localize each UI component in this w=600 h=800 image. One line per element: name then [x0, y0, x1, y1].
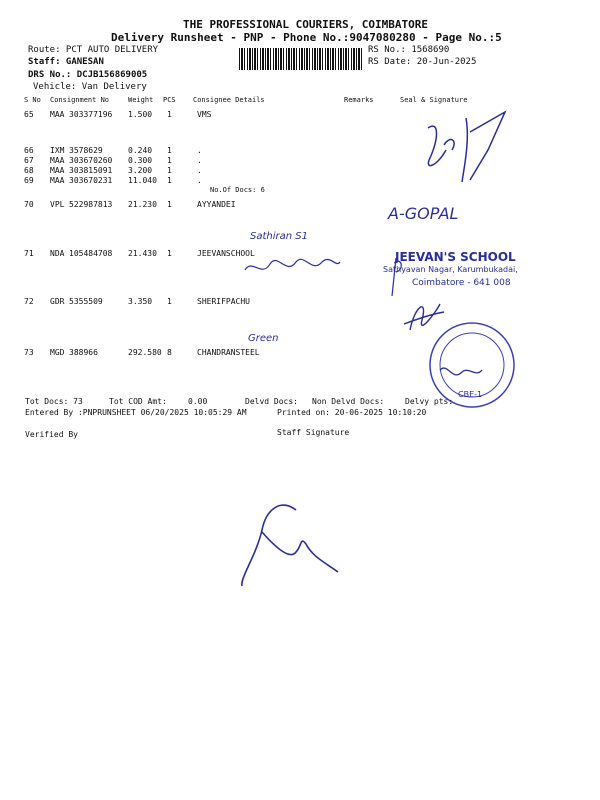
row-weight: 1.500: [128, 110, 153, 119]
row-consignment: 105484708: [69, 249, 113, 258]
row-pcs: 1: [167, 146, 172, 155]
row-prefix: IXM: [50, 146, 65, 155]
row-consignment: 303670231: [69, 176, 113, 185]
row-weight: 21.230: [128, 200, 157, 209]
row-weight: 0.240: [128, 146, 153, 155]
row-weight: 21.430: [128, 249, 157, 258]
row-weight: 0.300: [128, 156, 153, 165]
non-delivered-docs: Non Delvd Docs:: [312, 397, 385, 406]
row-weight: 3.200: [128, 166, 153, 175]
signature-row65: [428, 112, 505, 182]
stamp-school-name: JEEVAN'S SCHOOL: [395, 250, 516, 264]
row-consignee: .: [197, 166, 202, 175]
row-weight: 3.350: [128, 297, 153, 306]
row-prefix: MAA: [50, 156, 65, 165]
col-weight: Weight: [128, 96, 154, 104]
row-prefix: MAA: [50, 166, 65, 175]
group-doc-count: No.Of Docs: 6: [210, 186, 265, 194]
row-consignment: 3578629: [69, 146, 103, 155]
delivered-docs: Delvd Docs:: [245, 397, 298, 406]
row-sno: 65: [24, 110, 34, 119]
vehicle: Vehicle: Van Delivery: [33, 82, 147, 92]
row-prefix: MAA: [50, 176, 65, 185]
entered-by: Entered By :PNPRUNSHEET 06/20/2025 10:05:29 AM: [25, 408, 247, 417]
handwritten-remark-gopal: A-GOPAL: [388, 204, 459, 223]
row-prefix: NDA: [50, 249, 65, 258]
signature-verified: [242, 505, 338, 586]
row-consignee: SHERIFPACHU: [197, 297, 250, 306]
drs-no: DRS No.: DCJB156869005: [28, 70, 148, 80]
total-cod-label: Tot COD Amt:: [109, 397, 167, 406]
row-consignee: VMS: [197, 110, 212, 119]
col-sno: S No: [24, 96, 41, 104]
row-weight: 292.580: [128, 348, 162, 357]
runsheet-title: Delivery Runsheet - PNP - Phone No.:9047080280 - Page No.:5: [111, 31, 502, 44]
round-stamp-text: CBE-1: [458, 390, 483, 399]
row-prefix: VPL: [50, 200, 65, 209]
row-prefix: MGD: [50, 348, 65, 357]
row-prefix: GDR: [50, 297, 65, 306]
row-consignment: 303377196: [69, 110, 113, 119]
col-seal: Seal & Signature: [400, 96, 468, 104]
staff: Staff: GANESAN: [28, 57, 104, 67]
row-pcs: 1: [167, 156, 172, 165]
row-sno: 68: [24, 166, 34, 175]
total-docs: Tot Docs: 73: [25, 397, 83, 406]
row-pcs: 1: [167, 297, 172, 306]
row-sno: 67: [24, 156, 34, 165]
row-consignee: AYYANDEI: [197, 200, 236, 209]
row-sno: 72: [24, 297, 34, 306]
row-pcs: 1: [167, 200, 172, 209]
company-name: THE PROFESSIONAL COURIERS, COIMBATORE: [183, 18, 429, 31]
row-consignment: 522987813: [69, 200, 113, 209]
delivery-points: Delvy pts:: [405, 397, 454, 406]
signature-row72: [404, 304, 444, 330]
signature-row71: [245, 259, 340, 270]
row-consignee: .: [197, 176, 202, 185]
row-consignee: CHANDRANSTEEL: [197, 348, 260, 357]
rs-date: RS Date: 20-Jun-2025: [368, 57, 477, 67]
row-weight: 11.040: [128, 176, 157, 185]
row-prefix: MAA: [50, 110, 65, 119]
handwritten-receiver-green: Green: [248, 333, 279, 344]
row-consignee: JEEVANSCHOOL: [197, 249, 255, 258]
staff-signature: Staff Signature: [277, 428, 350, 437]
row-pcs: 8: [167, 348, 172, 357]
total-cod-value: 0.00: [188, 397, 208, 406]
row-sno: 70: [24, 200, 34, 209]
row-pcs: 1: [167, 166, 172, 175]
row-consignment: 388966: [69, 348, 98, 357]
row-sno: 69: [24, 176, 34, 185]
stamp-address-line: Sathyavan Nagar, Karumbukadai,: [383, 265, 518, 274]
row-pcs: 1: [167, 249, 172, 258]
stamp-city-line: Coimbatore - 641 008: [412, 278, 511, 288]
row-sno: 73: [24, 348, 34, 357]
route: Route: PCT AUTO DELIVERY: [28, 45, 159, 55]
row-pcs: 1: [167, 110, 172, 119]
handwritten-receiver-name: Sathiran S1: [250, 231, 308, 242]
row-consignee: .: [197, 146, 202, 155]
row-sno: 66: [24, 146, 34, 155]
row-consignment: 5355509: [69, 297, 103, 306]
row-sno: 71: [24, 249, 34, 258]
row-consignment: 303815091: [69, 166, 113, 175]
printed-on: Printed on: 20-06-2025 10:10:20: [277, 408, 427, 417]
col-remarks: Remarks: [344, 96, 374, 104]
row-pcs: 1: [167, 176, 172, 185]
row-consignment: 303670260: [69, 156, 113, 165]
row-consignee: .: [197, 156, 202, 165]
col-pcs: PCS: [163, 96, 176, 104]
col-consignee: Consignee Details: [193, 96, 265, 104]
verified-by: Verified By: [25, 430, 78, 439]
rs-no: RS No.: 1568690: [368, 45, 450, 55]
col-consignment: Consignment No: [50, 96, 110, 104]
